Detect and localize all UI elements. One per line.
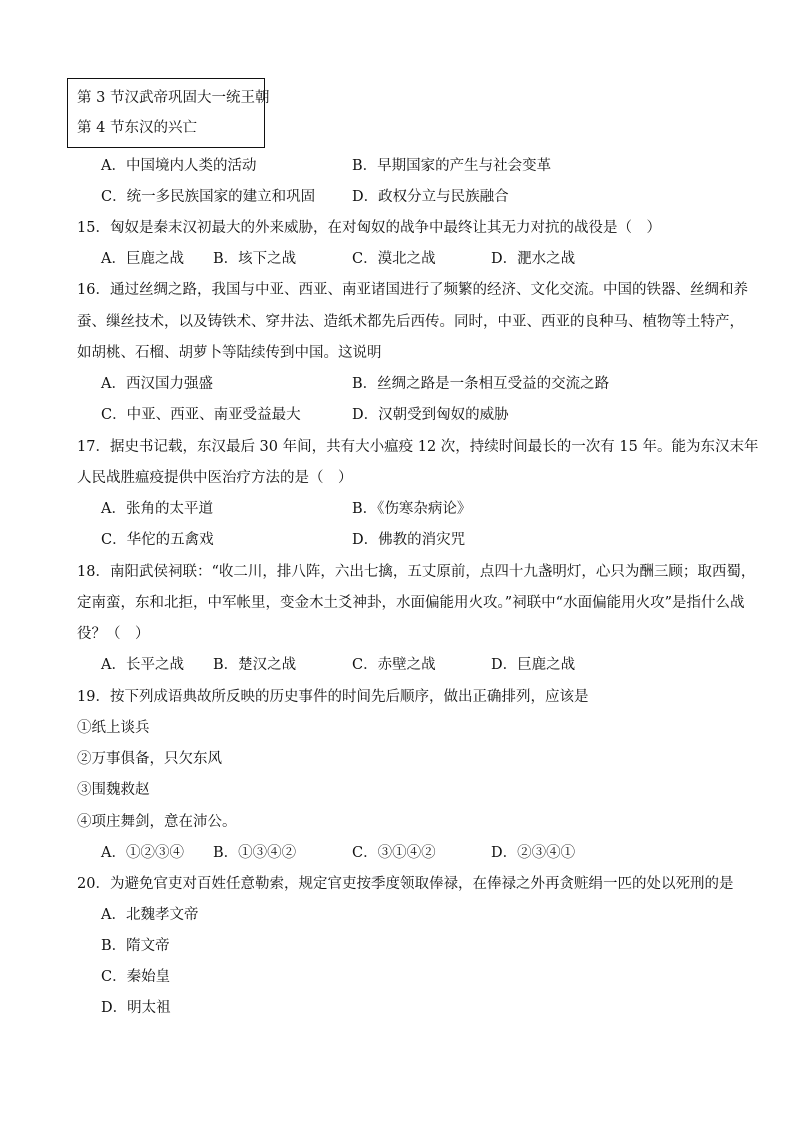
option-d: D．淝水之战 [491, 251, 576, 267]
list-item-2: ②万事俱备，只欠东风 [77, 751, 222, 767]
option-c: C．秦始皇 [101, 969, 171, 985]
question-stem-line-3: 如胡桃、石榴、胡萝卜等陆续传到中国。这说明 [77, 345, 382, 361]
option-b: B．《伤寒杂病论》 [352, 501, 472, 517]
option-b: B．垓下之战 [213, 251, 297, 267]
option-a: A．巨鹿之战 [101, 251, 184, 267]
list-item-4: ④项庄舞剑，意在沛公。 [77, 814, 237, 830]
option-d: D．佛教的消灾咒 [352, 532, 466, 548]
option-d: D．明太祖 [101, 1000, 171, 1016]
option-a: A．北魏孝文帝 [101, 907, 199, 923]
list-item-1: ①纸上谈兵 [77, 720, 150, 736]
option-a: A．①②③④ [101, 845, 184, 861]
question-stem-line-3: 役？（ ） [77, 626, 150, 642]
option-c: C．漠北之战 [352, 251, 436, 267]
chapter-box-line-1: 第 3 节汉武帝巩固大一统王朝 [77, 90, 270, 106]
question-stem-line-2: 定南蛮，东和北拒，中军帐里，变金木土爻神卦，水面偏能用火攻。”祠联中“水面偏能用火攻”是指什么战 [77, 595, 745, 611]
option-a: A．长平之战 [101, 657, 184, 673]
question-stem-line-2: 人民战胜瘟疫提供中医治疗方法的是（ ） [77, 470, 353, 486]
option-b: B．丝绸之路是一条相互受益的交流之路 [352, 376, 610, 392]
list-item-3: ③围魏救赵 [77, 782, 150, 798]
option-b: B．①③④② [213, 845, 297, 861]
option-c: C．统一多民族国家的建立和巩固 [101, 189, 316, 205]
question-stem: 19．按下列成语典故所反映的历史事件的时间先后顺序，做出正确排列，应该是 [77, 689, 589, 705]
option-d: D．汉朝受到匈奴的威胁 [352, 407, 509, 423]
question-stem-line-1: 17．据史书记载，东汉最后 30 年间，共有大小瘟疫 12 次，持续时间最长的一次有 15 年。能为东汉末年 [77, 439, 759, 455]
option-d: D．巨鹿之战 [491, 657, 576, 673]
option-c: C．华佗的五禽戏 [101, 532, 214, 548]
chapter-box [67, 78, 270, 148]
question-stem: 20．为避免官吏对百姓任意勒索，规定官吏按季度领取俸禄，在俸禄之外再贪赃绢一匹的处以死刑的是 [77, 876, 734, 892]
question-stem-line-2: 蚕、缫丝技术，以及铸铁术、穿井法、造纸术都先后西传。同时，中亚、西亚的良种马、植物等土特产， [77, 314, 744, 330]
option-b: B．隋文帝 [101, 938, 170, 954]
option-c: C．③①④② [352, 845, 436, 861]
question-stem-line-1: 18．南阳武侯祠联：“收二川，排八阵，六出七擒，五丈原前，点四十九盏明灯，心只为酬三顾；取西蜀， [77, 564, 756, 580]
option-c: C．中亚、西亚、南亚受益最大 [101, 407, 301, 423]
option-d: D．政权分立与民族融合 [352, 189, 509, 205]
option-c: C．赤壁之战 [352, 657, 436, 673]
option-b: B．楚汉之战 [213, 657, 297, 673]
option-a: A．张角的太平道 [101, 501, 213, 517]
chapter-box-line-2: 第 4 节东汉的兴亡 [77, 120, 197, 136]
option-b: B．早期国家的产生与社会变革 [352, 158, 552, 174]
question-stem: 15．匈奴是秦末汉初最大的外来威胁，在对匈奴的战争中最终让其无力对抗的战役是（ ） [77, 220, 661, 236]
option-a: A．西汉国力强盛 [101, 376, 213, 392]
option-a: A．中国境内人类的活动 [101, 158, 257, 174]
question-stem-line-1: 16．通过丝绸之路，我国与中亚、西亚、南亚诸国进行了频繁的经济、文化交流。中国的铁器、丝绸和养 [77, 282, 748, 298]
option-d: D．②③④① [491, 845, 576, 861]
